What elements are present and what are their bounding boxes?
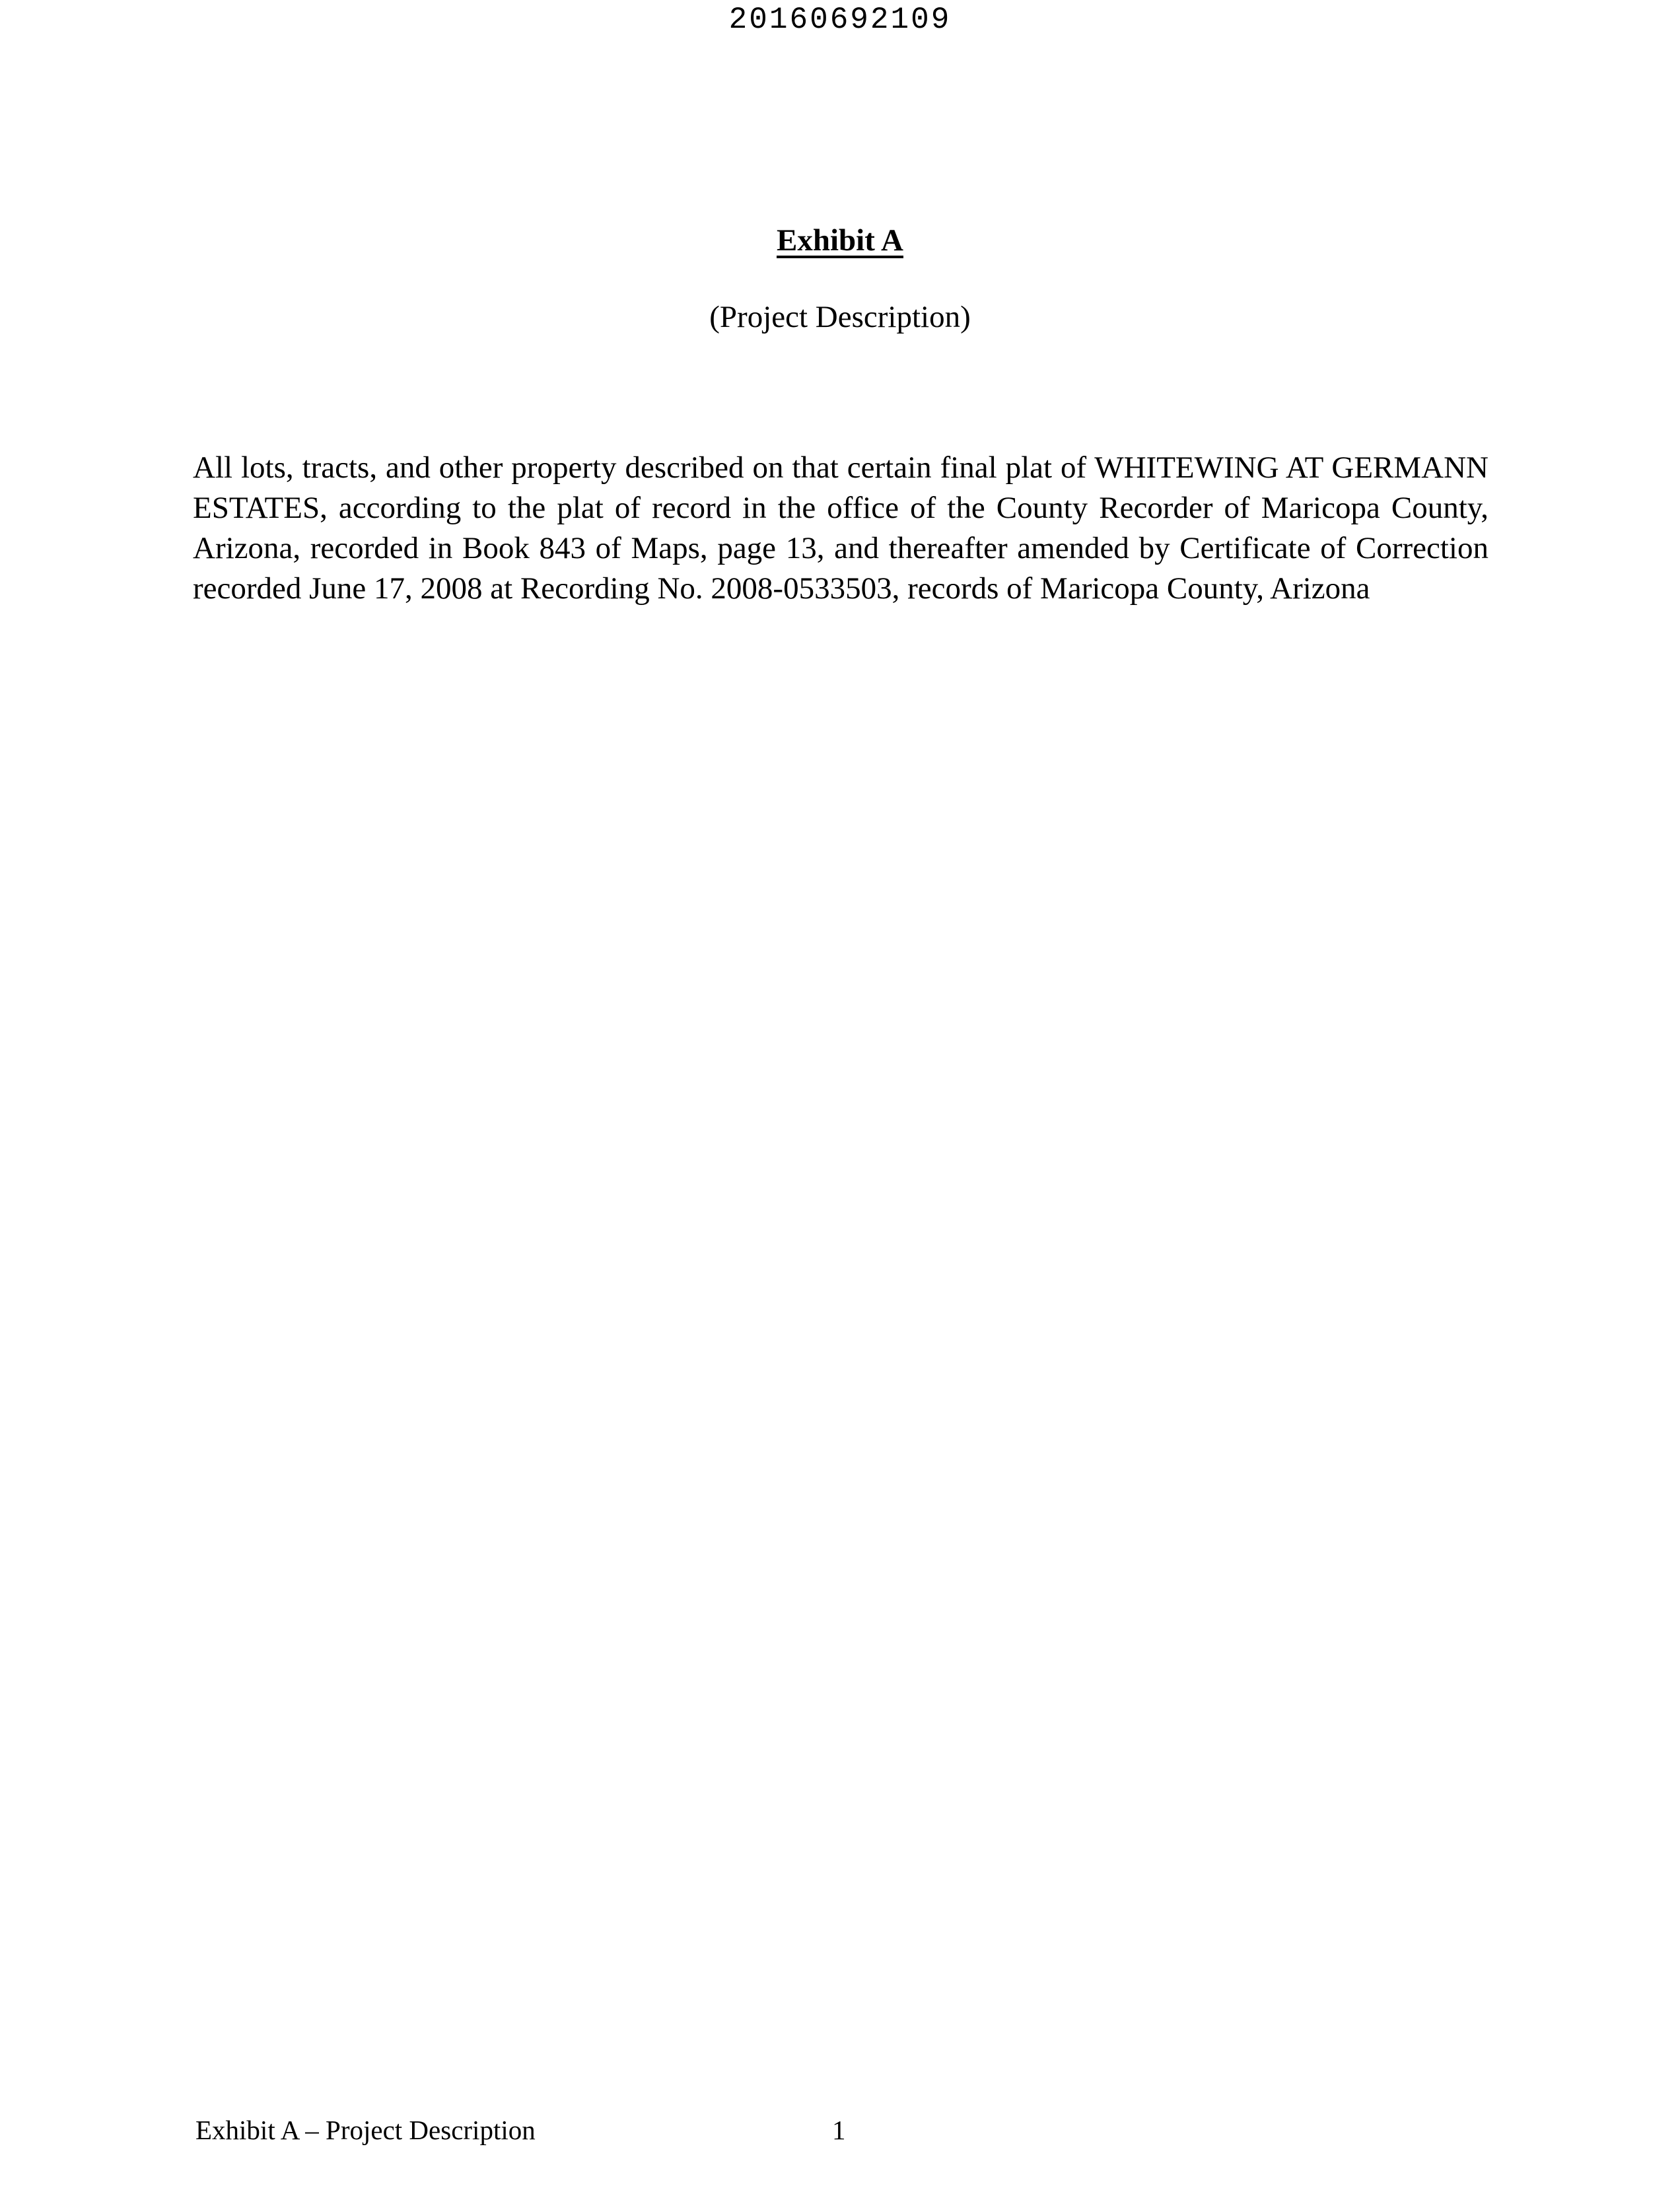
footer-page-number: 1	[832, 2115, 846, 2145]
exhibit-subtitle: (Project Description)	[709, 300, 971, 334]
exhibit-title: Exhibit A	[777, 223, 903, 258]
footer-label: Exhibit A – Project Description	[195, 2115, 536, 2145]
project-description-paragraph: All lots, tracts, and other property described on that certain final plat of WHITEWING AT GERMANN ESTATES, according to the plat of record in the office of the County Recorder of Maricopa County, Arizona, recorded in Book 843 of Maps, page 13, and thereafter amended by Certificate of Correction recorded June 17, 2008 at Recording No. 2008-0533503, records of Maricopa County, Arizona	[193, 450, 1488, 606]
document-number: 20160692109	[728, 3, 952, 37]
